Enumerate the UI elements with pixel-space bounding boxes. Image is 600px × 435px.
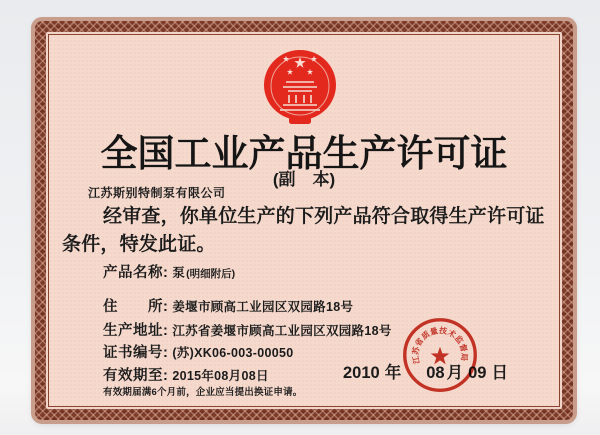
seal-star-icon [431, 347, 450, 365]
certificate [35, 21, 573, 420]
residence-row [103, 295, 353, 316]
issue-month: 08 [426, 364, 445, 382]
china-national-emblem-icon [259, 48, 341, 126]
issue-day: 09 [468, 364, 487, 382]
production-address-row [103, 319, 392, 340]
valid-until-value: 2015年08月08日 [172, 369, 269, 383]
valid-until-row [103, 364, 269, 385]
product-name-value: 泵 [172, 266, 186, 280]
production-address-value: 江苏省姜堰市顾高工业园区双园路18号 [172, 324, 392, 338]
residence-value: 姜堰市顾高工业园区双园路18号 [172, 300, 354, 314]
residence-label: 住 所: [103, 299, 169, 315]
certificate-border-gap [46, 32, 562, 409]
official-seal-stamp [401, 316, 479, 394]
certificate-number-value: (苏)XK06-003-00050 [172, 346, 294, 360]
renewal-note: 有效期届满6个月前，企业应当提出换证申请。 [103, 387, 303, 398]
valid-until-label: 有效期至: [103, 368, 169, 384]
seal-text: 江苏省质量技术监督局 [410, 326, 470, 365]
product-name-row [103, 261, 235, 282]
company-name: 江苏斯别特制泵有限公司 [88, 186, 226, 200]
issue-year-unit: 年 [384, 364, 402, 382]
issue-year: 2010 [343, 364, 380, 382]
certificate-number-row [103, 341, 293, 362]
product-name-label: 产品名称: [103, 265, 169, 281]
statement-line-2: 条件，特发此证。 [62, 234, 216, 255]
statement-line-1: 经审查，你单位生产的下列产品符合取得生产许可证 [103, 206, 545, 227]
certificate-number-label: 证书编号: [103, 345, 169, 361]
product-name-note: (明细附后) [186, 268, 236, 280]
certificate-subtitle: (副 本) [272, 170, 336, 189]
certificate-title: 全国工业产品生产许可证 [100, 133, 508, 174]
issue-month-unit: 月 [446, 364, 464, 382]
production-address-label: 生产地址: [103, 323, 169, 339]
issue-day-unit: 日 [491, 364, 508, 382]
certificate-body [48, 34, 560, 407]
